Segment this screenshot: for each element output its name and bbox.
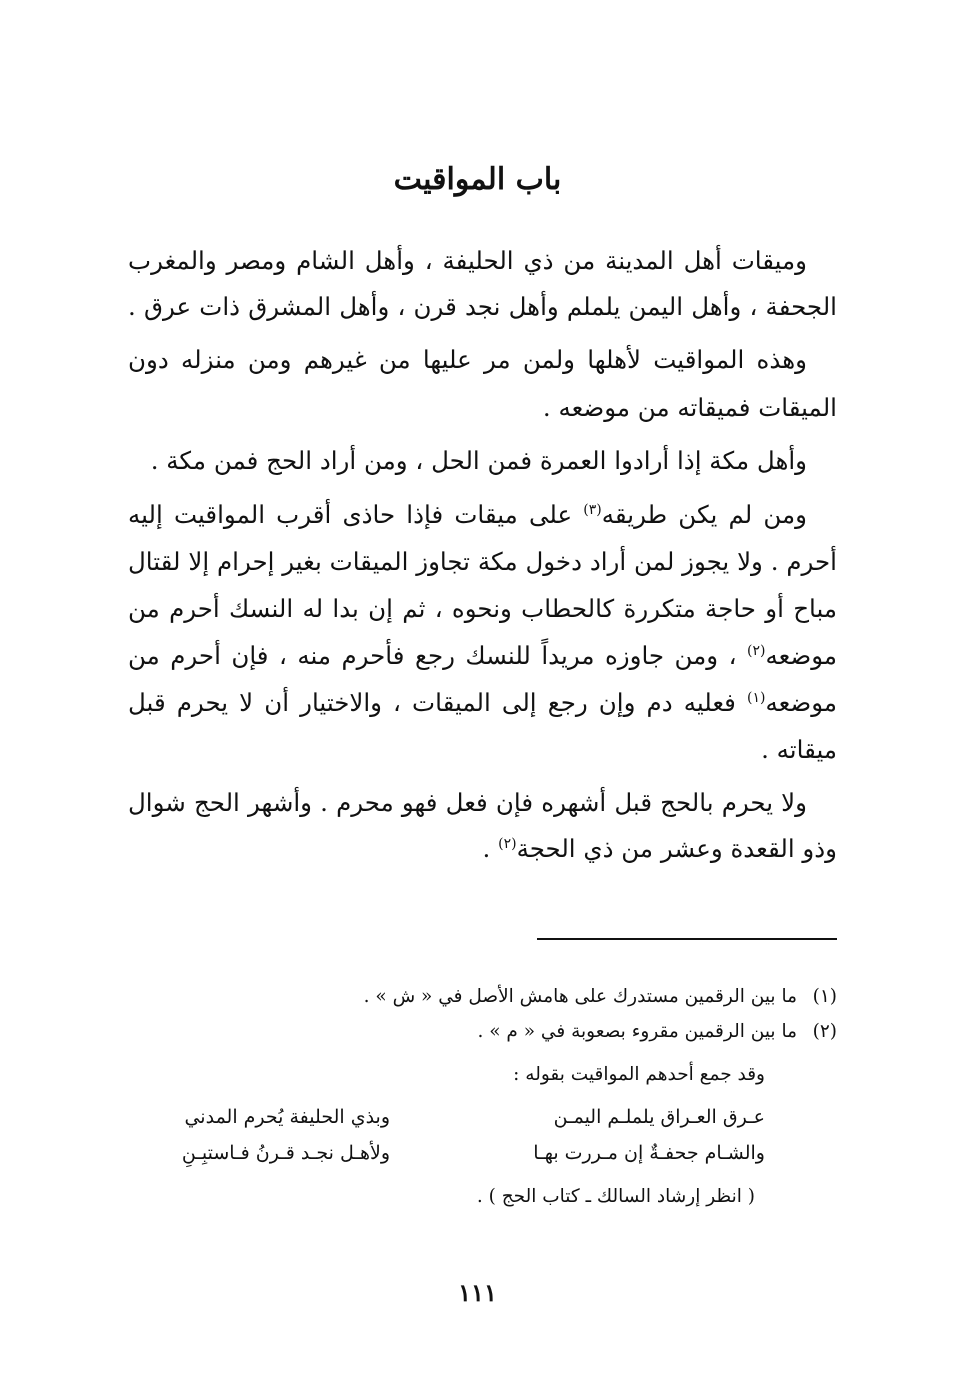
body-text: ، ومن جاوزه مريداً للنسك رجع فأحرم منه ، فإن أحرم من [128, 641, 737, 670]
verse-second-hemistich: وبذي الحليفة يُحرم المدني [184, 1106, 390, 1128]
footnote [477, 1020, 837, 1044]
footnote-number: (١) [812, 986, 837, 1007]
body-text: موضعه [765, 688, 837, 717]
footnote-separator [537, 938, 837, 940]
body-line [128, 641, 837, 671]
verse-intro: وقد جمع أحدهم المواقيت بقوله : [513, 1064, 765, 1085]
footnote-marker: (٢) [498, 835, 517, 852]
body-line [128, 500, 807, 530]
body-text: موضعه [765, 641, 837, 670]
body-line: وأهل مكة إذا أرادوا العمرة فمن الحل ، ومن أراد الحج فمن مكة . [150, 446, 807, 475]
body-text: فعليه دم وإن رجع إلى الميقات ، والاختيار أن لا يحرم قبل [128, 688, 736, 717]
body-text: . [482, 834, 491, 863]
body-line [128, 688, 837, 718]
body-line: ولا يحرم بالحج قبل أشهره فإن فعل فهو محرم . وأشهر الحج شوال [128, 788, 807, 817]
footnote-text: ما بين الرقمين مستدرك على هامش الأصل في « ش » . [363, 986, 797, 1007]
body-line: ميقاته . [761, 735, 837, 764]
body-text: على ميقات فإذا حاذى أقرب المواقيت إليه [128, 500, 573, 529]
footnote-marker: (٢) [746, 642, 766, 659]
body-line [483, 834, 837, 864]
footnote-number: (٢) [812, 1021, 837, 1042]
body-text: وذو القعدة وعشر من ذي الحجة [516, 834, 837, 863]
body-line: مباح أو حاجة متكررة كالحطاب ونحوه ، ثم إن بدا له النسك أحرم من [128, 594, 837, 623]
body-line: الجحفة ، وأهل اليمن يلملم وأهل نجد قرن ، وأهل المشرق ذات عرق . [128, 292, 837, 321]
verse-second-hemistich: ولأهـل نجـد قـرنُ فـاستبِـنِ [181, 1142, 390, 1164]
chapter-title: باب المواقيت [393, 162, 562, 197]
body-line: أحرم . ولا يجوز لمن أراد دخول مكة تجاوز الميقات بغير إحرام إلا لقتال [128, 547, 837, 576]
body-line: الميقات فميقاته من موضعه . [542, 393, 837, 422]
verse-first-hemistich: والشـام جحفـةٌ إن مـررت بهـا [533, 1142, 765, 1164]
page-number: ١١١ [458, 1278, 497, 1307]
body-line: وهذه المواقيت لأهلها ولمن مر عليها من غيرهم ومن منزله دون [128, 345, 807, 374]
body-text: ومن لم يكن طريقه [601, 500, 807, 529]
footnote-marker: (١) [746, 689, 766, 706]
verse-source: ( انظر إرشاد السالك ـ كتاب الحج ) . [476, 1186, 755, 1207]
body-line: وميقات أهل المدينة من ذي الحليفة ، وأهل الشام ومصر والمغرب [128, 246, 807, 275]
footnote [364, 985, 837, 1009]
footnote-marker: (٣) [583, 501, 602, 518]
verse-first-hemistich: عـرق العـراق يلملـم اليمـن [553, 1106, 765, 1128]
footnote-text: ما بين الرقمين مقروء بصعوبة في « م » . [477, 1021, 797, 1042]
